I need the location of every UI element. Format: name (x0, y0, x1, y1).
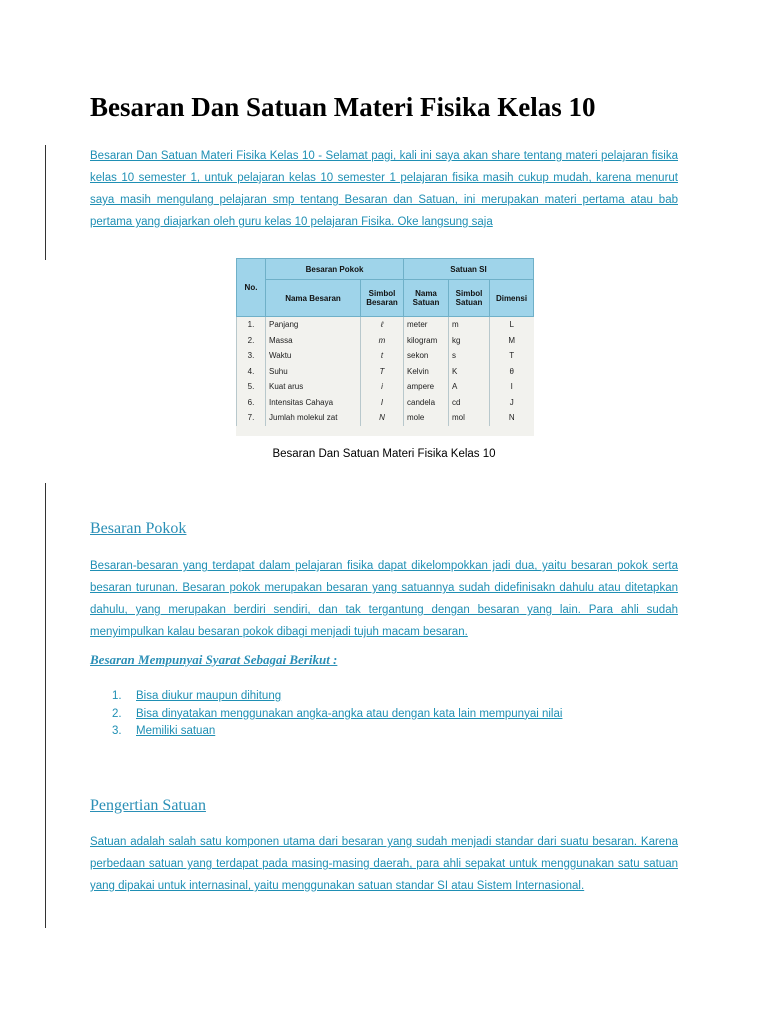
cell-satuan: Kelvin (404, 364, 449, 380)
table-row (237, 379, 534, 395)
cell-satuan: ampere (404, 379, 449, 395)
table-row (237, 317, 534, 333)
cell-simbol: m (361, 333, 404, 349)
header-besaran-pokok: Besaran Pokok (266, 259, 404, 280)
header-nama-besaran: Nama Besaran (266, 280, 361, 317)
header-satuan-si: Satuan SI (404, 259, 534, 280)
cell-nama: Jumlah molekul zat (266, 410, 361, 426)
margin-bar-bottom (45, 483, 46, 928)
cell-dimensi: θ (490, 364, 534, 380)
cell-satuan: sekon (404, 348, 449, 364)
cell-satuan: candela (404, 395, 449, 411)
heading-pengertian-satuan[interactable]: Pengertian Satuan (90, 797, 206, 814)
cell-no: 5. (237, 379, 266, 395)
cell-no: 4. (237, 364, 266, 380)
list-text: Bisa diukur maupun dihitung (136, 690, 282, 702)
intro-paragraph[interactable]: Besaran Dan Satuan Materi Fisika Kelas 10 - Selamat pagi, kali ini saya akan share tentang materi pelajaran fisika kelas 10 semester 1, untuk pelajaran kelas 10 semester 1 pelajaran fisika masih cukup mudah, karena menurut saya masih mengulang pelajaran smp tentang Besaran dan Satuan, ini merupakan materi pertama atau bab pertama yang diajarkan oleh guru kelas 10 pelajaran Fisika. Oke langsung saja (90, 150, 678, 228)
list-text: Memiliki satuan (136, 725, 216, 737)
cell-simbol-satuan: kg (449, 333, 490, 349)
table-row (237, 395, 534, 411)
cell-nama: Waktu (266, 348, 361, 364)
list-item[interactable] (112, 723, 562, 741)
cell-nama: Intensitas Cahaya (266, 395, 361, 411)
cell-simbol-satuan: K (449, 364, 490, 380)
cell-no: 7. (237, 410, 266, 426)
cell-simbol: ℓ (361, 317, 404, 333)
cell-nama: Massa (266, 333, 361, 349)
margin-bar-top (45, 145, 46, 260)
header-no: No. (237, 259, 266, 317)
list-text: Bisa dinyatakan menggunakan angka-angka atau dengan kata lain mempunyai nilai (136, 707, 563, 720)
header-simbol-besaran: Simbol Besaran (361, 280, 404, 317)
cell-dimensi: M (490, 333, 534, 349)
header-dimensi: Dimensi (490, 280, 534, 317)
cell-simbol-satuan: s (449, 348, 490, 364)
besaran-pokok-paragraph[interactable]: Besaran-besaran yang terdapat dalam pelajaran fisika dapat dikelompokkan jadi dua, yaitu besaran pokok serta besaran turunan. Besaran pokok merupakan besaran yang satuannya sudah didefinisakn dahulu atau ditetapkan dahulu, yang merupakan berdiri sendiri, dan tak tergantung dengan besaran yang lain. Para ahli sudah menyimpulkan kalau besaran pokok dibagi menjadi tujuh macam besaran. (90, 560, 678, 638)
besaran-table-image (236, 258, 534, 436)
syarat-list (112, 688, 562, 741)
heading-besaran-pokok[interactable]: Besaran Pokok (90, 520, 187, 537)
list-number: 3. (112, 725, 122, 737)
cell-satuan: meter (404, 317, 449, 333)
cell-no: 3. (237, 348, 266, 364)
cell-dimensi: N (490, 410, 534, 426)
cell-nama: Kuat arus (266, 379, 361, 395)
cell-no: 1. (237, 317, 266, 333)
besaran-table (236, 258, 534, 426)
cell-nama: Panjang (266, 317, 361, 333)
table-row (237, 364, 534, 380)
table-row (237, 333, 534, 349)
list-item[interactable] (112, 688, 562, 706)
cell-no: 6. (237, 395, 266, 411)
list-item[interactable] (112, 706, 562, 724)
pengertian-satuan-paragraph[interactable]: Satuan adalah salah satu komponen utama dari besaran yang sudah menjadi standar dari suatu besaran. Karena perbedaan satuan yang terdapat pada masing-masing daerah, para ahli sepakat untuk menggunakan satu satuan yang dipakai untuk internasinal, yaitu menggunakan satuan standar SI atau Sistem Internasional. (90, 836, 678, 892)
cell-satuan: kilogram (404, 333, 449, 349)
list-number: 1. (112, 690, 122, 702)
header-simbol-satuan: Simbol Satuan (449, 280, 490, 317)
cell-nama: Suhu (266, 364, 361, 380)
cell-satuan: mole (404, 410, 449, 426)
syarat-subheading[interactable]: Besaran Mempunyai Syarat Sebagai Berikut : (90, 652, 338, 667)
table-row (237, 348, 534, 364)
cell-simbol-satuan: cd (449, 395, 490, 411)
cell-dimensi: J (490, 395, 534, 411)
cell-dimensi: T (490, 348, 534, 364)
cell-simbol: T (361, 364, 404, 380)
cell-no: 2. (237, 333, 266, 349)
cell-simbol: t (361, 348, 404, 364)
cell-simbol: N (361, 410, 404, 426)
header-nama-satuan: Nama Satuan (404, 280, 449, 317)
cell-simbol-satuan: m (449, 317, 490, 333)
cell-simbol-satuan: mol (449, 410, 490, 426)
cell-dimensi: I (490, 379, 534, 395)
page-title: Besaran Dan Satuan Materi Fisika Kelas 10 (90, 92, 596, 122)
cell-simbol: I (361, 395, 404, 411)
table-caption: Besaran Dan Satuan Materi Fisika Kelas 10 (272, 448, 496, 460)
cell-dimensi: L (490, 317, 534, 333)
table-row (237, 410, 534, 426)
cell-simbol-satuan: A (449, 379, 490, 395)
cell-simbol: i (361, 379, 404, 395)
list-number: 2. (112, 707, 122, 720)
